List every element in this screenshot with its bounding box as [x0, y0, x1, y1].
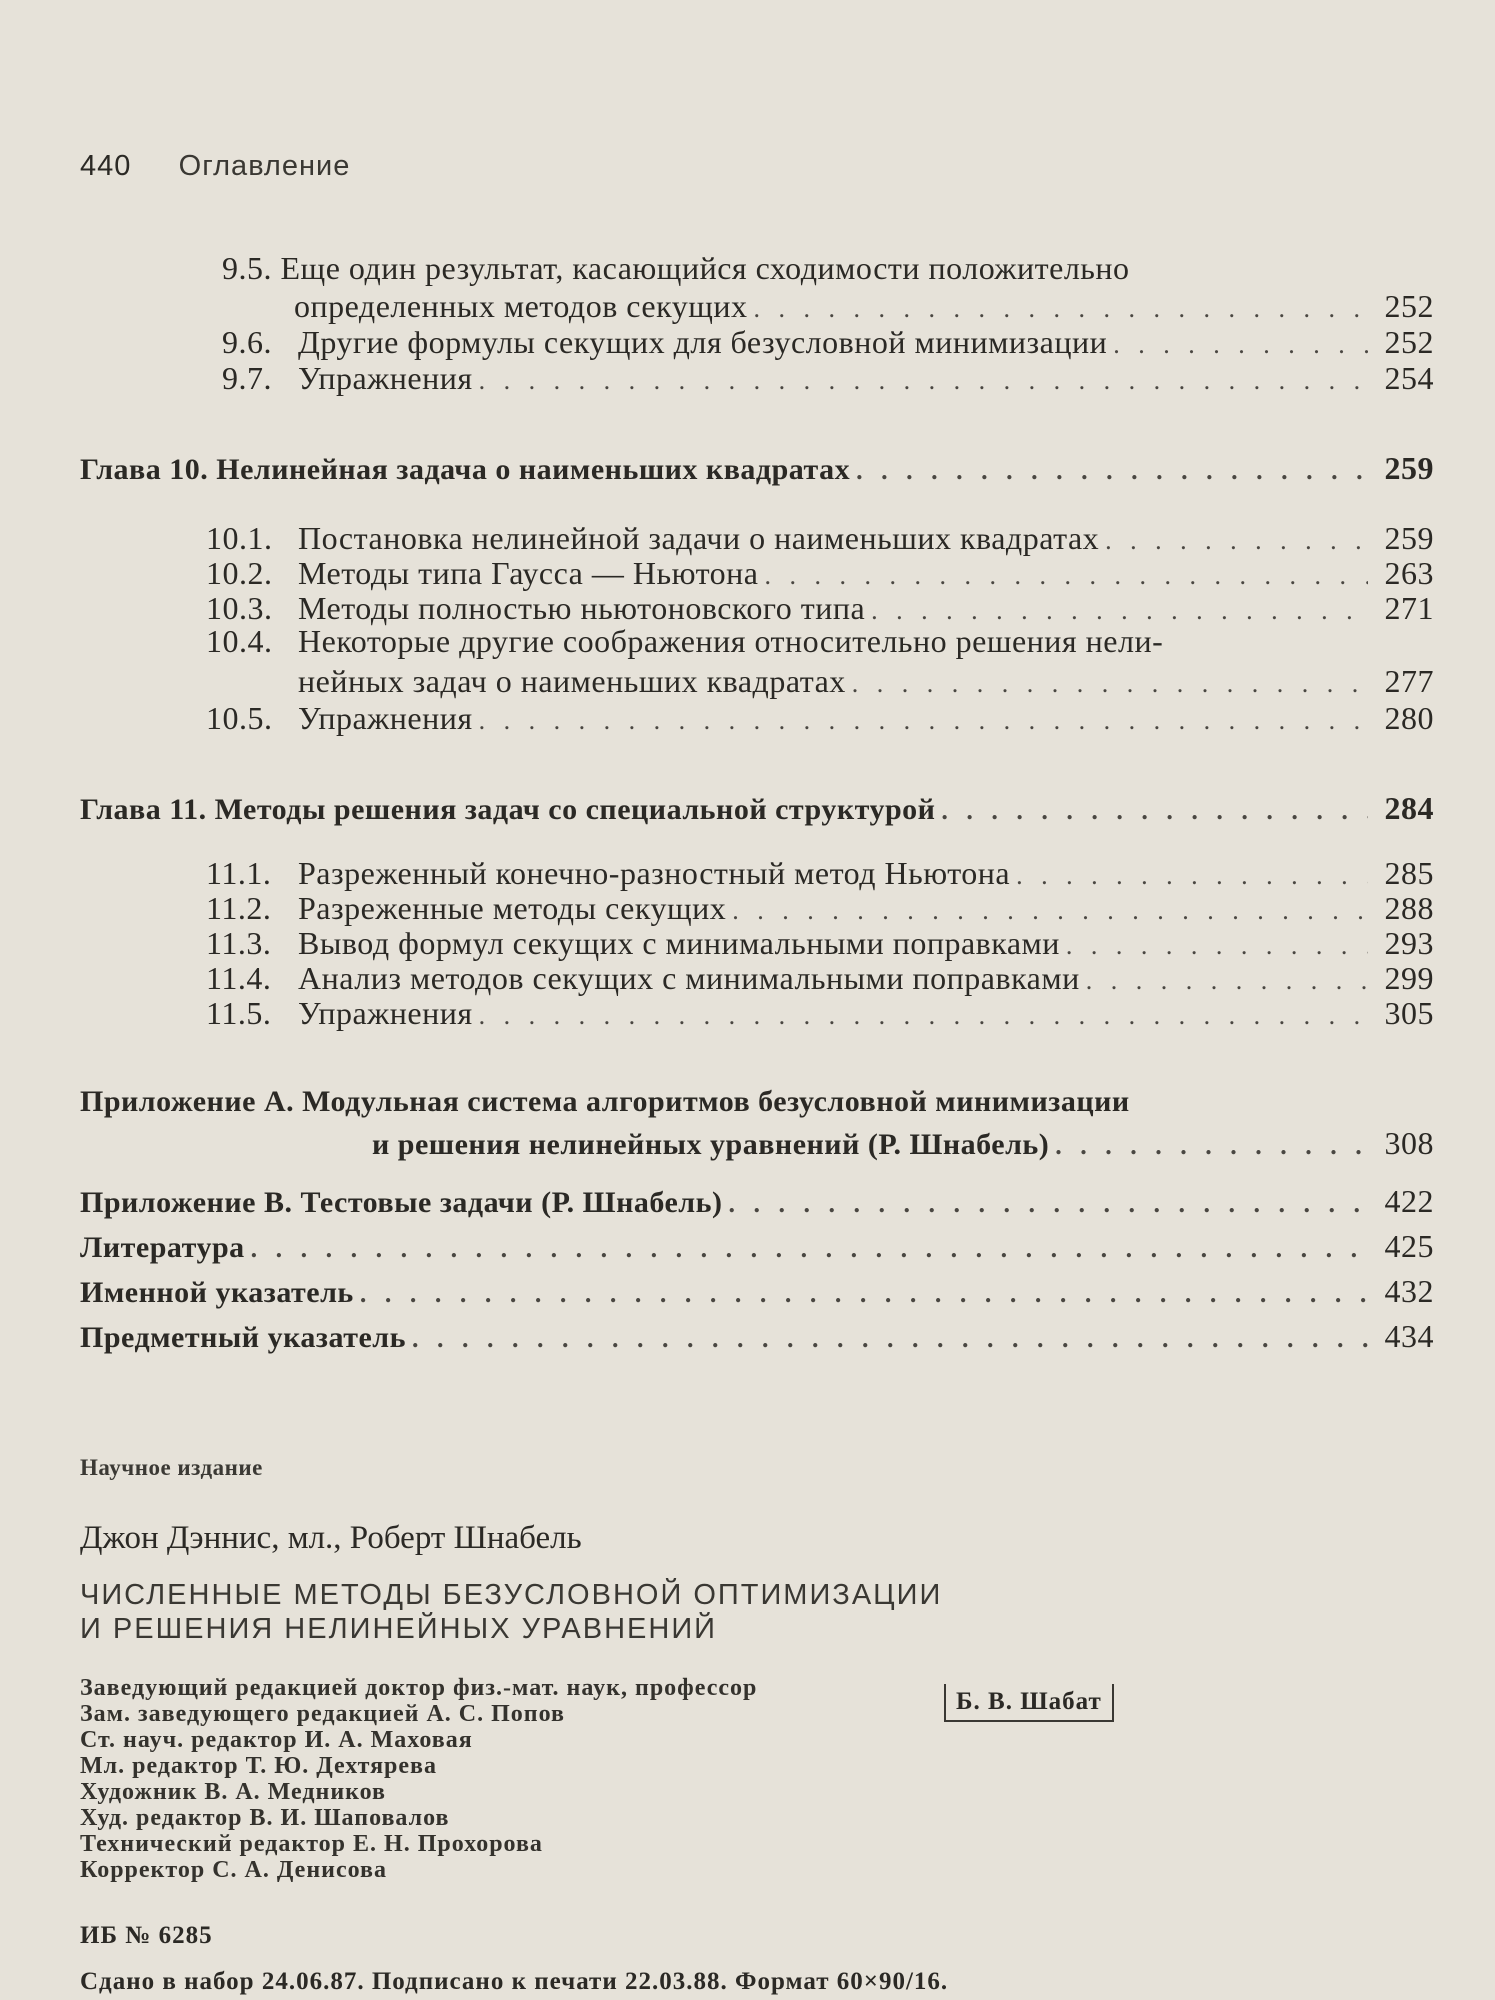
- imprint-title: ЧИСЛЕННЫЕ МЕТОДЫ БЕЗУСЛОВНОЙ ОПТИМИЗАЦИИ И РЕШЕНИЯ НЕЛИНЕЙНЫХ УРАВНЕНИЙ: [80, 1579, 943, 1645]
- toc-entry-9-6[interactable]: 9.6. Другие формулы секущих для безусловной минимизации . . . 252: [222, 324, 1434, 361]
- memorial-frame-name: Б. В. Шабат: [944, 1684, 1114, 1722]
- toc-appendix-a[interactable]: и решения нелинейных уравнений (Р. Шнабель) . . . 308: [372, 1125, 1434, 1162]
- credit-line: Ст. науч. редактор И. А. Маховая: [80, 1727, 473, 1753]
- toc-entry-9-5[interactable]: определенных методов секущих . . . 252: [294, 288, 1434, 325]
- credit-line: Корректор С. А. Денисова: [80, 1857, 387, 1883]
- toc-entry-11-2[interactable]: 11.2. Разреженные методы секущих . . . 288: [206, 890, 1434, 927]
- page-number: 440: [80, 150, 132, 182]
- imprint-authors: Джон Дэннис, мл., Роберт Шнабель: [80, 1520, 582, 1556]
- credit-line: Заведующий редакцией доктор физ.-мат. наук, профессор: [80, 1675, 758, 1701]
- toc-bibliography[interactable]: Литература . . . 425: [80, 1228, 1434, 1265]
- toc-entry-11-1[interactable]: 11.1. Разреженный конечно-разностный метод Ньютона . . . 285: [206, 855, 1434, 892]
- toc-entry-11-5[interactable]: 11.5. Упражнения . . . 305: [206, 995, 1434, 1032]
- toc-name-index[interactable]: Именной указатель . . . 432: [80, 1273, 1434, 1310]
- toc-entry-11-4[interactable]: 11.4. Анализ методов секущих с минимальными поправками . . . 299: [206, 960, 1434, 997]
- credit-line: Худ. редактор В. И. Шаповалов: [80, 1805, 450, 1831]
- toc-entry-11-3[interactable]: 11.3. Вывод формул секущих с минимальными поправками . . . 293: [206, 925, 1434, 962]
- credit-line: Художник В. А. Медников: [80, 1779, 387, 1805]
- page-header: [80, 150, 350, 183]
- toc-chapter-10[interactable]: Глава 10. Нелинейная задача о наименьших квадратах . . . 259: [80, 450, 1434, 487]
- toc-subject-index[interactable]: Предметный указатель . . . 434: [80, 1318, 1434, 1355]
- toc-chapter-11[interactable]: Глава 11. Методы решения задач со специальной структурой . . . 284: [80, 790, 1434, 827]
- toc-appendix-b[interactable]: Приложение В. Тестовые задачи (Р. Шнабель) . . . 422: [80, 1183, 1434, 1220]
- toc-entry-9-7[interactable]: 9.7. Упражнения . . . 254: [222, 360, 1434, 397]
- toc-entry-10-4[interactable]: нейных задач о наименьших квадратах . . . 277: [298, 663, 1434, 700]
- toc-entry-10-2[interactable]: 10.2. Методы типа Гаусса — Ньютона . . . 263: [206, 555, 1434, 592]
- credit-line: Технический редактор Е. Н. Прохорова: [80, 1831, 543, 1857]
- imprint-credits: [80, 1675, 757, 1883]
- toc-entry-9-5-line1: 9.5. Еще один результат, касающийся сходимости положительно: [222, 250, 1130, 286]
- print-details: Сдано в набор 24.06.87. Подписано к печати 22.03.88. Формат 60×90/16.: [80, 1968, 949, 1995]
- toc-entry-10-1[interactable]: 10.1. Постановка нелинейной задачи о наименьших квадратах . . . 259: [206, 520, 1434, 557]
- ib-number: ИБ № 6285: [80, 1922, 213, 1949]
- credit-line: Зам. заведующего редакцией А. С. Попов: [80, 1701, 565, 1727]
- running-title: Оглавление: [178, 150, 351, 182]
- toc-entry-10-5[interactable]: 10.5. Упражнения . . . 280: [206, 700, 1434, 737]
- toc-entry-10-4-line1: 10.4. Некоторые другие соображения относительно решения нели-: [206, 623, 1164, 659]
- imprint-label: Научное издание: [80, 1455, 263, 1480]
- toc-appendix-a-line1: Приложение А. Модульная система алгоритмов безусловной минимизации: [80, 1085, 1130, 1118]
- toc-entry-10-3[interactable]: 10.3. Методы полностью ньютоновского типа . . . 271: [206, 590, 1434, 627]
- credit-line: Мл. редактор Т. Ю. Дехтярева: [80, 1753, 438, 1779]
